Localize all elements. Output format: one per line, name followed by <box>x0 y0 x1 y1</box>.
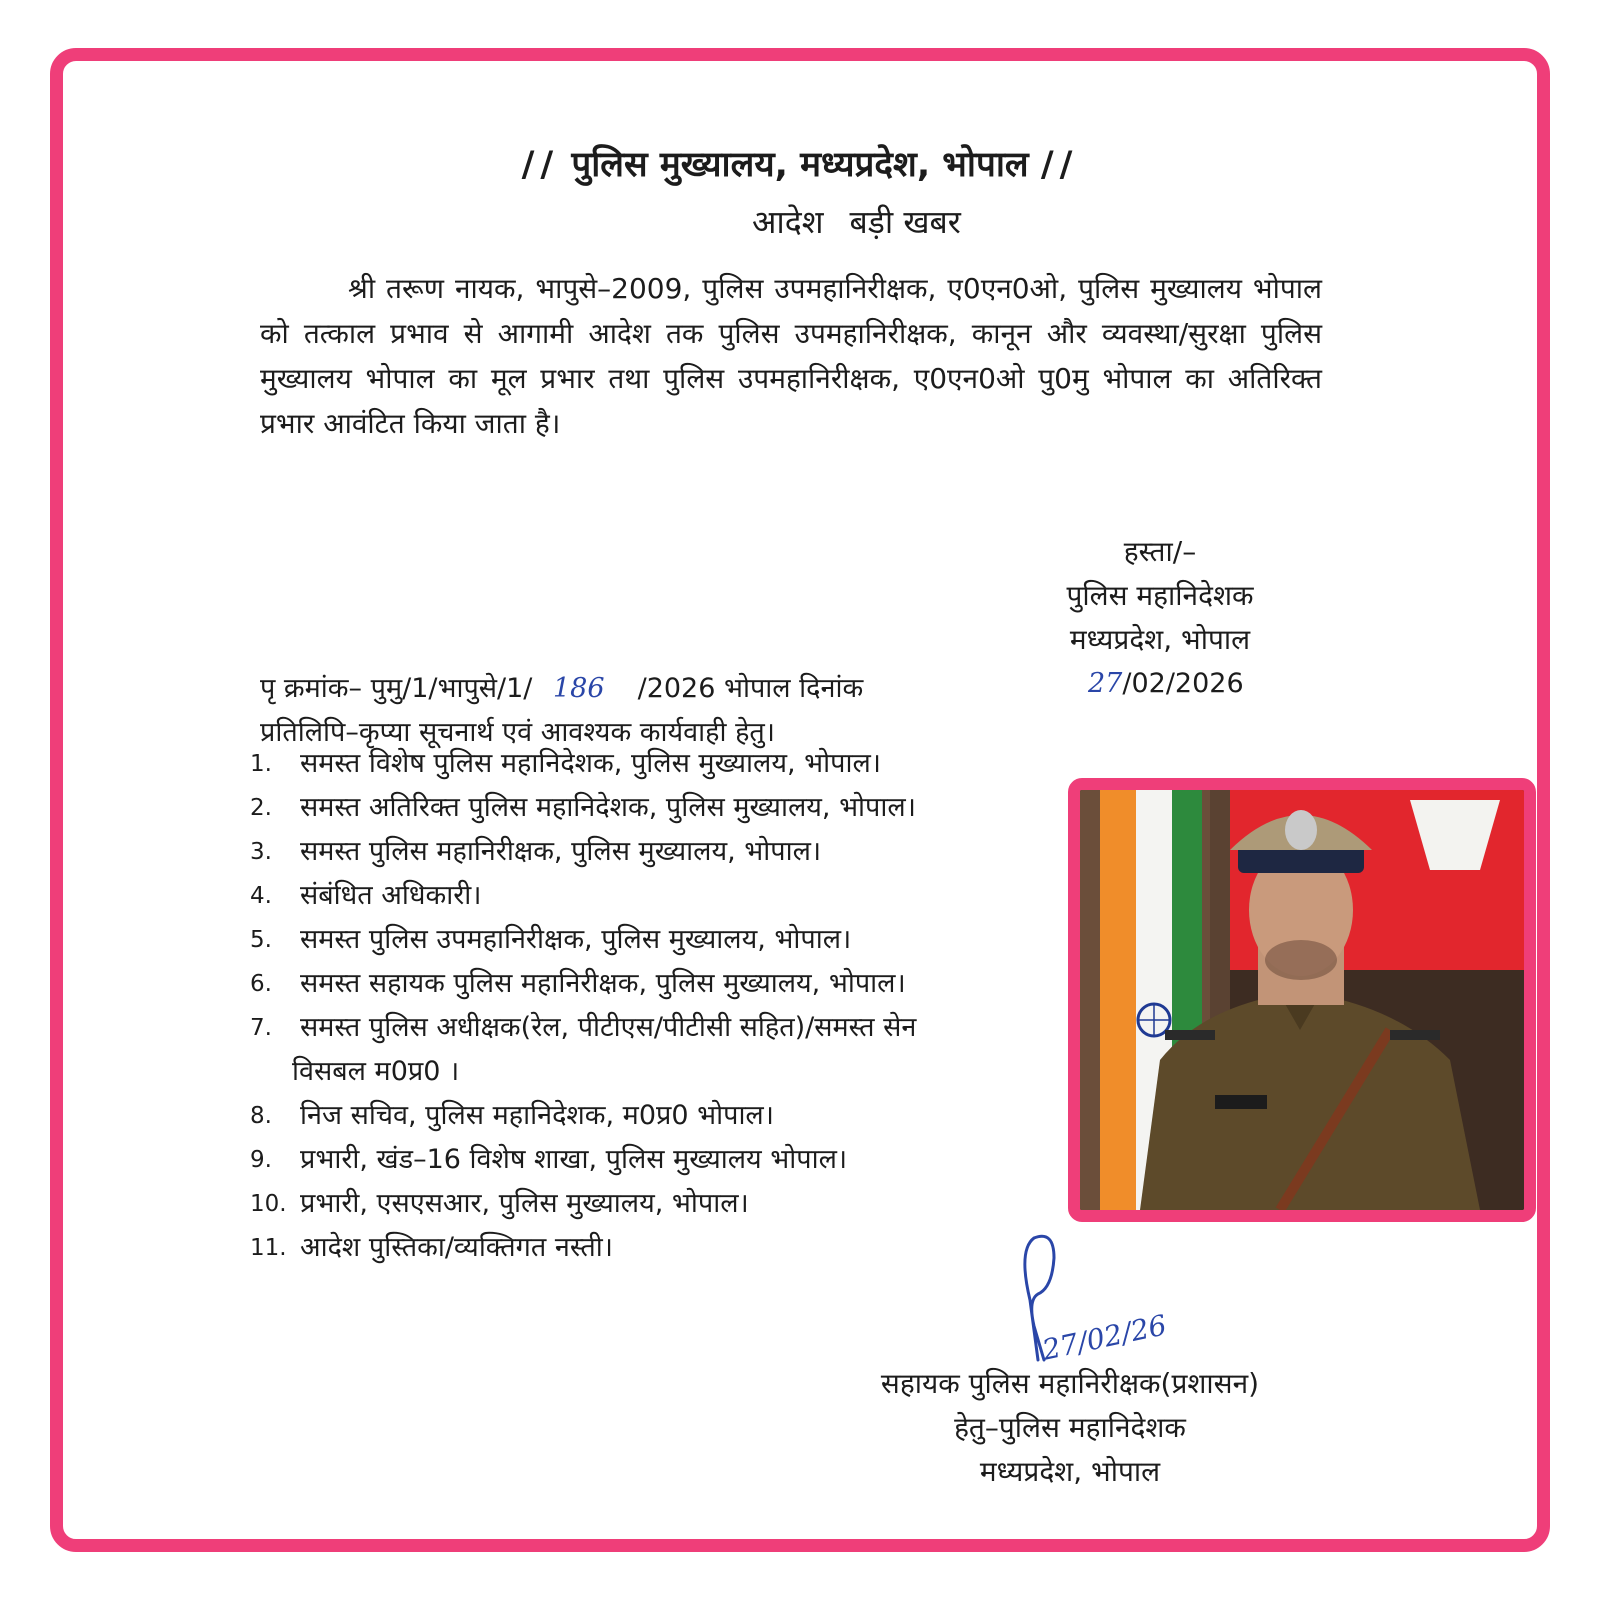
list-item: 4. संबंधित अधिकारी। <box>250 880 482 911</box>
document-heading <box>0 140 1600 187</box>
officer-photo-illustration <box>1080 790 1524 1210</box>
order-tag: बड़ी खबर <box>849 203 961 241</box>
list-item: 8. निज सचिव, पुलिस महानिदेशक, म0प्र0 भोपाल। <box>250 1100 774 1131</box>
signatory-designation: पुलिस महानिदेशक <box>1066 579 1254 612</box>
handwritten-signature <box>1010 1230 1190 1370</box>
order-subheading <box>752 200 961 243</box>
heading-title: पुलिस मुख्यालय, मध्यप्रदेश, भोपाल <box>571 145 1029 185</box>
list-item: 2. समस्त अतिरिक्त पुलिस महानिदेशक, पुलिस मुख्यालय, भोपाल। <box>250 792 916 823</box>
reference-number-line <box>260 668 863 705</box>
reference-date <box>1088 668 1244 699</box>
list-item: 5. समस्त पुलिस उपमहानिरीक्षक, पुलिस मुख्यालय, भोपाल। <box>250 924 852 955</box>
list-item: 10. प्रभारी, एसएसआर, पुलिस मुख्यालय, भोपाल। <box>250 1188 749 1219</box>
list-item: 3. समस्त पुलिस महानिरीक्षक, पुलिस मुख्यालय, भोपाल। <box>250 836 822 867</box>
signed-mark: हस्ता/– <box>1123 535 1197 568</box>
signatory-block <box>1000 530 1320 662</box>
officer-photo <box>1068 778 1536 1222</box>
issuing-office-block <box>840 1362 1300 1494</box>
issuing-office-line-3: मध्यप्रदेश, भोपाल <box>979 1455 1161 1488</box>
distribution-list <box>250 742 1070 1270</box>
reference-date-day: 27 <box>1088 668 1123 699</box>
list-item: 9. प्रभारी, खंड–16 विशेष शाखा, पुलिस मुख्यालय भोपाल। <box>250 1144 848 1175</box>
heading-slashes-left: // <box>521 145 560 185</box>
list-item: 1. समस्त विशेष पुलिस महानिदेशक, पुलिस मुख्यालय, भोपाल। <box>250 748 881 779</box>
heading-slashes-right: // <box>1040 145 1079 185</box>
reference-date-rest: /02/2026 <box>1122 668 1244 699</box>
signatory-place: मध्यप्रदेश, भोपाल <box>1069 623 1251 656</box>
reference-prefix: पृ क्रमांक– पुमु/1/भापुसे/1/ <box>260 673 533 704</box>
order-label: आदेश <box>752 203 824 241</box>
copy-to-line: प्रतिलिपि–कृप्या सूचनार्थ एवं आवश्यक कार्यवाही हेतु। <box>260 717 776 748</box>
reference-suffix: /2026 भोपाल दिनांक <box>637 673 864 704</box>
order-body-paragraph: श्री तरूण नायक, भापुसे–2009, पुलिस उपमहानिरीक्षक, ए0एन0ओ, पुलिस मुख्यालय भोपाल को तत्काल प्रभाव से आगामी आदेश तक पुलिस उपमहानिरीक्षक, कानून और व्यवस्था/सुरक्षा पुलिस मुख्यालय भोपाल का मूल प्रभार तथा पुलिस उपमहानिरीक्षक, ए0एन0ओ पु0मु भोपाल का अतिरिक्त प्रभार आवंटित किया जाता है। <box>260 272 1322 440</box>
list-item-continuation: विसबल म0प्र0 । <box>292 1056 460 1087</box>
list-item: 11. आदेश पुस्तिका/व्यक्तिगत नस्ती। <box>250 1232 613 1263</box>
list-item: 6. समस्त सहायक पुलिस महानिरीक्षक, पुलिस मुख्यालय, भोपाल। <box>250 968 906 999</box>
list-item: 7. समस्त पुलिस अधीक्षक(रेल, पीटीएस/पीटीसी सहित)/समस्त सेन विसबल म0प्र0 । <box>250 1006 1070 1094</box>
reference-handwritten-number: 186 <box>553 673 605 704</box>
issuing-office-line-2: हेतु–पुलिस महानिदेशक <box>954 1411 1186 1444</box>
issuing-office-line-1: सहायक पुलिस महानिरीक्षक(प्रशासन) <box>880 1367 1260 1400</box>
signature-date: 27/02/26 <box>1039 1308 1170 1367</box>
